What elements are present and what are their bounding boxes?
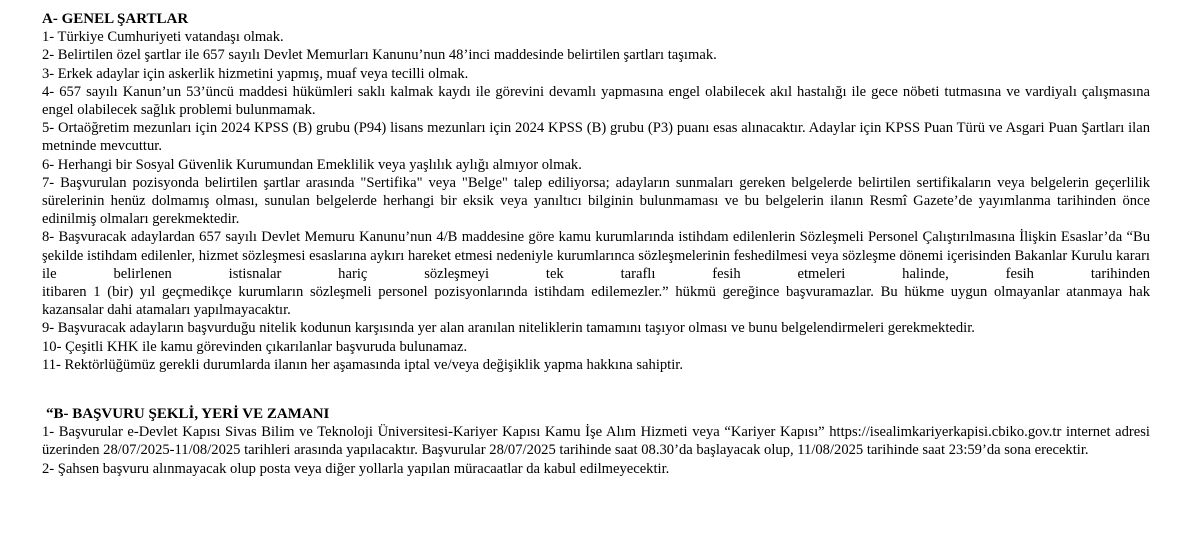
section-a-item-1: 1- Türkiye Cumhuriyeti vatandaşı olmak. <box>42 29 284 46</box>
section-b-heading: “B- BAŞVURU ŞEKLİ, YERİ VE ZAMANI <box>46 406 330 423</box>
section-a-item-11: 11- Rektörlüğümüz gerekli durumlarda ilanın her aşamasında iptal ve/veya değişiklik yapma hakkına sahiptir. <box>42 356 683 373</box>
section-a-item-4: 4- 657 sayılı Kanun’un 53’üncü maddesi hükümleri saklı kalmak kaydı ile görevini devamlı yapmasına engel olabilecek akıl hastalığı ile gece nöbeti tutmasına ve vardiyalı çalışmasına engel olabilecek sağlık problemi bulunmamak. <box>42 83 1150 119</box>
section-b-item-1: 1- Başvurular e-Devlet Kapısı Sivas Bilim ve Teknoloji Üniversitesi-Kariyer Kapısı Kamu İşe Alım Hizmeti veya “Kariyer Kapısı” https://isealimkariyerkapisi.cbiko.gov.tr internet adresi üzerinden 28/07/2025-11/08/2025 tarihleri arasında yapılacaktır. Başvurular 28/07/2025 tarihinde saat 08.30’da başlayacak olup, 11/08/2025 tarihinde saat 23:59’da sona erecektir. <box>42 424 1150 459</box>
section-a-item-10: 10- Çeşitli KHK ile kamu görevinden çıkarılanlar başvuruda bulunamaz. <box>42 338 468 355</box>
section-a-item-6: 6- Herhangi bir Sosyal Güvenlik Kurumundan Emeklilik veya yaşlılık aylığı almıyor olmak. <box>42 156 582 173</box>
section-b-item-2: 2- Şahsen başvuru alınmayacak olup posta veya diğer yollarla yapılan müracaatlar da kabul edilmeyecektir. <box>42 460 670 477</box>
section-a-item-8-continued: itibaren 1 (bir) yıl geçmedikçe kurumların sözleşmeli personel pozisyonlarında istihdam edilemezler.” hükmü gereğince başvuramazlar. Bu hükme uygun olmayanlar atanmaya hak kazansalar dahi atamaları yapılmayacaktır. <box>42 284 1150 319</box>
section-a-heading: A- GENEL ŞARTLAR <box>42 11 189 27</box>
section-a-item-7: 7- Başvurulan pozisyonda belirtilen şartlar arasında "Sertifika" veya "Belge" talep ediliyorsa; adayların sunmaları gereken belgelerde belirtilen sertifikaların veya belgelerin geçerlilik sürelerinin henüz dolmamış olması, sunulan belgelerde herhangi bir eksik veya yanıltıcı bilginin bulunmaması ve bu belgelerin ilanın Resmî Gazete’de yayımlanma tarihinden önce edinilmiş olmaları gerekmektedir. <box>42 174 1150 228</box>
section-a-item-3: 3- Erkek adaylar için askerlik hizmetini yapmış, muaf veya tecilli olmak. <box>42 65 469 82</box>
section-a-item-2: 2- Belirtilen özel şartlar ile 657 sayılı Devlet Memurları Kanunu’nun 48’inci maddesinde belirtilen şartları taşımak. <box>42 47 717 64</box>
announcement-document <box>42 10 1150 478</box>
section-a-item-5: 5- Ortaöğretim mezunları için 2024 KPSS (B) grubu (P94) lisans mezunları için 2024 KPSS (B) grubu (P3) puanı esas alınacaktır. Adaylar için KPSS Puan Türü ve Asgari Puan Şartları ilan metninde mevcuttur. <box>42 120 1150 155</box>
section-a-item-8: 8- Başvuracak adaylardan 657 sayılı Devlet Memuru Kanunu’nun 4/B maddesine göre kamu kurumlarında istihdam edilenlerin Sözleşmeli Personel Çalıştırılmasına İlişkin Esaslar’da “Bu şekilde istihdam edilenler, hizmet sözleşmesi esaslarına aykırı hareket etmesi nedeniyle kurumlarınca sözleşmelerinin feshedilmesi veya sözleşme dönemi içerisinden Bakanlar Kurulu kararı ile belirlenen istisnalar hariç sözleşmeyi tek taraflı fesih etmeleri halinde, fesih tarihinden <box>42 229 1150 282</box>
section-a-item-9: 9- Başvuracak adayların başvurduğu nitelik kodunun karşısında yer alan aranılan niteliklerin tamamını taşıyor olması ve bunu belgelendirmeleri gerekmektedir. <box>42 320 975 337</box>
